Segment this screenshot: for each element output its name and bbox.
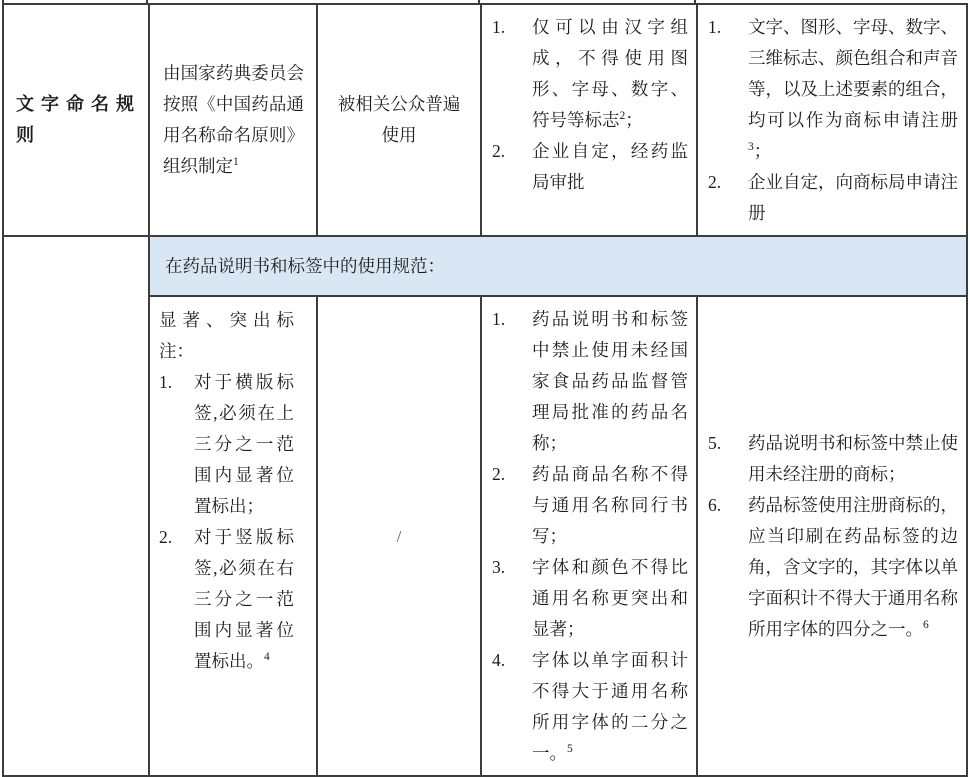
marking-rules-intro: 显著、突出标注： [159, 310, 294, 361]
cell-text: 由国家药典委员会按照《中国药品通用名称命名原则》组织制定 [163, 63, 304, 176]
list-item [708, 12, 958, 167]
list-item [492, 552, 688, 645]
row-header-text-naming-rules [3, 4, 149, 236]
cell-insert-and-label-name-rules [481, 296, 697, 776]
list-item-text: 药品说明书和标签中禁止使用未经国家食品药品监督管理局批准的药品名称； [532, 309, 688, 453]
list-item-text: 对于横版标签,必须在上三分之一范围内显著位置标出； [194, 372, 294, 516]
list-item [492, 136, 688, 198]
footnote-ref-4: 4 [264, 651, 270, 664]
table-row [3, 236, 967, 296]
list-item [708, 167, 958, 229]
list-item [708, 490, 958, 645]
cell-trademark-rules [697, 4, 967, 236]
list-item-text: 仅可以由汉字组成，不得使用图形、字母、数字、符号等标志$^2$； [532, 17, 688, 130]
list-item-text: 对于竖版标签,必须在右三分之一范围内显著位置标出。$^4$ [194, 527, 294, 671]
usage-spec-label: 在药品说明书和标签中的使用规范： [165, 255, 445, 276]
cell-text: 被相关公众普遍使用 [337, 94, 461, 145]
row-header-label: 文字命名规则 [16, 94, 141, 145]
list-item-text: 企业自定，向商标局申请注册 [748, 172, 958, 223]
list-item-number: 1. [492, 309, 506, 329]
list-item-number: 1. [159, 372, 173, 392]
list-item-text: 药品标签使用注册商标的，应当印刷在药品标签的边角，含文字的，其字体以单字面积计不得大于通用名称所用字体的四分之一。$^6$ [748, 495, 958, 639]
list-item [708, 428, 958, 490]
list-item-text: 文字、图形、字母、数字、三维标志、颜色组合和声音等，以及上述要素的组合，均可以作为商标申请注册$^3$； [748, 17, 958, 161]
table-row [3, 4, 967, 236]
footnote-ref-6: 6 [923, 619, 929, 632]
cell-drug-product-name-rules [481, 4, 697, 236]
list-item [159, 367, 294, 522]
cell-empty-row-header [3, 236, 149, 776]
cell-label-marking-rules [149, 296, 317, 776]
list-item-number: 6. [708, 495, 722, 515]
drug-naming-rules-table [2, 3, 968, 777]
cell-not-applicable [317, 296, 481, 776]
list-item-text: 企业自定，经药监局审批 [532, 141, 688, 192]
list-item-number: 1. [708, 17, 722, 37]
list-item-text: 药品商品名称不得与通用名称同行书写； [532, 464, 688, 546]
list-item-number: 4. [492, 650, 506, 670]
footnote-ref-5: 5 [567, 743, 573, 756]
list-item [159, 522, 294, 677]
list-item [492, 645, 688, 769]
list-item-number: 2. [159, 527, 173, 547]
cell-generic-name-origin [149, 4, 317, 236]
footnote-ref-1: 1 [233, 156, 239, 169]
list-item-text: 字体和颜色不得比通用名称更突出和显著； [532, 557, 688, 639]
footnote-ref-2: 2 [619, 110, 626, 123]
footnote-ref-3: 3 [748, 141, 754, 154]
list-item [492, 304, 688, 459]
list-item-text: 字体以单字面积计不得大于通用名称所用字体的二分之一。$^5$ [532, 650, 688, 763]
slash-placeholder: / [396, 526, 402, 546]
list-item [492, 459, 688, 552]
list-item-text: 药品说明书和标签中禁止使用未经注册的商标； [748, 433, 958, 484]
list-item-number: 1. [492, 17, 506, 37]
list-item-number: 2. [492, 141, 506, 161]
merged-header-usage-spec [149, 236, 967, 296]
cell-public-common-use [317, 4, 481, 236]
list-item-number: 2. [708, 172, 722, 192]
list-item [492, 12, 688, 136]
cell-trademark-on-label-rules [697, 296, 967, 776]
list-item-number: 5. [708, 433, 722, 453]
list-item-number: 3. [492, 557, 506, 577]
list-item-number: 2. [492, 464, 506, 484]
